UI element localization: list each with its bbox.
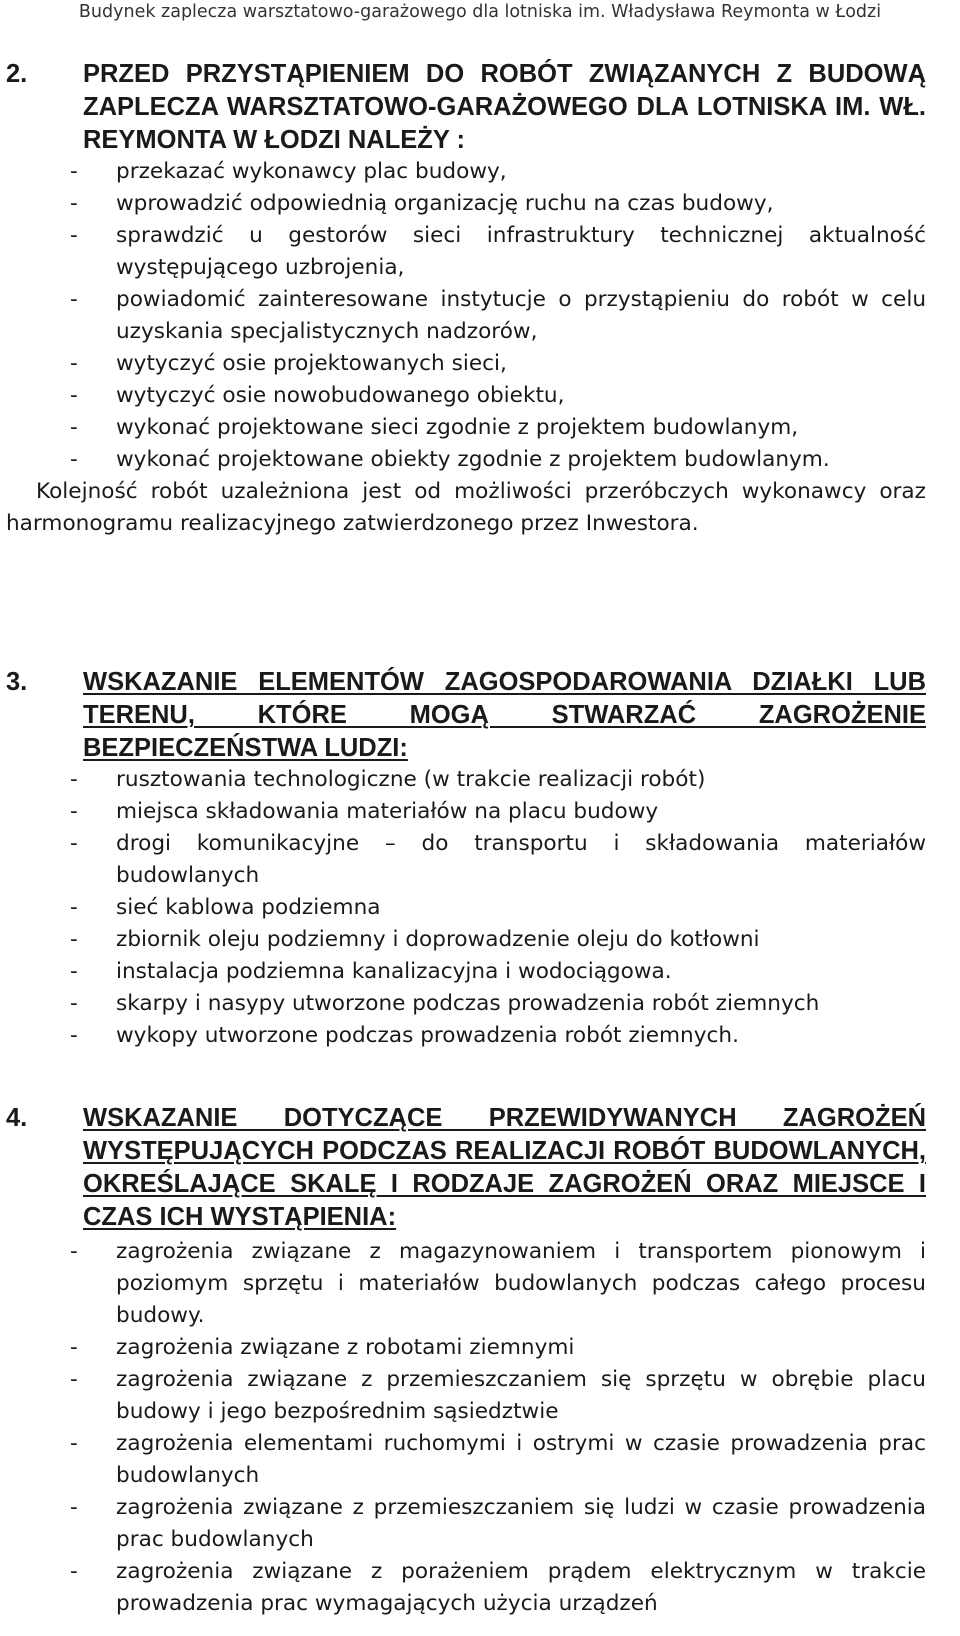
section-4	[6, 1102, 926, 1620]
list-item: - zbiornik oleju podziemny i doprowadzenie oleju do kotłowni	[70, 927, 760, 952]
section-2	[6, 58, 926, 540]
list-item: - zagrożenia elementami ruchomymi i ostrymi w czasie prowadzenia prac budowlanych	[70, 1431, 926, 1488]
list-item: - powiadomić zainteresowane instytucje o przystąpieniu do robót w celu uzyskania specjalistycznych nadzorów,	[70, 287, 926, 344]
section-4-list	[6, 1236, 926, 1620]
list-item: - wykonać projektowane sieci zgodnie z projektem budowlanym,	[70, 415, 799, 440]
list-item: - sprawdzić u gestorów sieci infrastruktury technicznej aktualność występującego uzbrojenia,	[70, 223, 926, 280]
section-2-list	[6, 156, 926, 476]
list-item: - miejsca składowania materiałów na placu budowy	[70, 799, 659, 824]
section-3-title: WSKAZANIE ELEMENTÓW ZAGOSPODAROWANIA DZIAŁKI LUB TERENU, KTÓRE MOGĄ STWARZAĆ ZAGROŻENIE BEZPIECZEŃSTWA LUDZI:	[83, 668, 926, 762]
list-item: - zagrożenia związane z magazynowaniem i transportem pionowym i poziomym sprzętu i materiałów budowlanych podczas całego procesu budowy.	[70, 1239, 926, 1328]
list-item: - wytyczyć osie projektowanych sieci,	[70, 351, 507, 376]
list-item: - drogi komunikacyjne – do transportu i składowania materiałów budowlanych	[70, 831, 926, 888]
section-3	[6, 666, 926, 1052]
list-item: - sieć kablowa podziemna	[70, 895, 381, 920]
list-item: - przekazać wykonawcy plac budowy,	[70, 159, 507, 184]
section-2-heading	[6, 58, 926, 157]
running-header: Budynek zaplecza warsztatowo-garażowego dla lotniska im. Władysława Reymonta w Łodzi	[78, 2, 882, 22]
list-item: - skarpy i nasypy utworzone podczas prowadzenia robót ziemnych	[70, 991, 820, 1016]
section-2-title: PRZED PRZYSTĄPIENIEM DO ROBÓT ZWIĄZANYCH Z BUDOWĄ ZAPLECZA WARSZTATOWO-GARAŻOWEGO DLA LOTNISKA IM. WŁ. REYMONTA W ŁODZI NALEŻY :	[83, 60, 926, 154]
section-4-title: WSKAZANIE DOTYCZĄCE PRZEWIDYWANYCH ZAGROŻEŃ WYSTĘPUJĄCYCH PODCZAS REALIZACJI ROBÓT BUDOWLANYCH, OKREŚLAJĄCE SKALĘ I RODZAJE ZAGROŻEŃ ORAZ MIEJSCE I CZAS ICH WYSTĄPIENIA:	[83, 1104, 926, 1231]
list-item: - instalacja podziemna kanalizacyjna i wodociągowa.	[70, 959, 672, 984]
list-item: - zagrożenia związane z przemieszczaniem się ludzi w czasie prowadzenia prac budowlanych	[70, 1495, 926, 1552]
section-2-number: 2.	[6, 60, 28, 88]
section-4-heading	[6, 1102, 926, 1234]
list-item: - wytyczyć osie nowobudowanego obiektu,	[70, 383, 565, 408]
list-item: - rusztowania technologiczne (w trakcie realizacji robót)	[70, 767, 706, 792]
list-item: - zagrożenia związane z przemieszczaniem się sprzętu w obrębie placu budowy i jego bezpośrednim sąsiedztwie	[70, 1367, 926, 1424]
section-4-number: 4.	[6, 1104, 28, 1132]
section-3-number: 3.	[6, 668, 28, 696]
list-item: - wykonać projektowane obiekty zgodnie z projektem budowlanym.	[70, 447, 830, 472]
section-3-list	[6, 764, 926, 1052]
section-3-heading	[6, 666, 926, 765]
list-item: - zagrożenia związane z porażeniem prądem elektrycznym w trakcie prowadzenia prac wymagających użycia urządzeń	[70, 1559, 926, 1616]
list-item: - wprowadzić odpowiednią organizację ruchu na czas budowy,	[70, 191, 774, 216]
section-2-paragraph: Kolejność robót uzależniona jest od możliwości przeróbczych wykonawcy oraz harmonogramu realizacyjnego zatwierdzonego przez Inwestora.	[6, 479, 926, 536]
list-item: - wykopy utworzone podczas prowadzenia robót ziemnych.	[70, 1023, 739, 1048]
list-item: - zagrożenia związane z robotami ziemnymi	[70, 1335, 575, 1360]
